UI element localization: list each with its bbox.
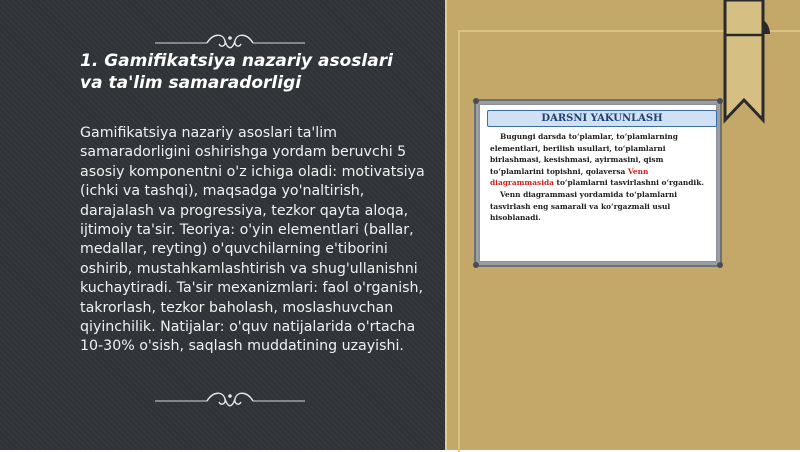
bookmark-ribbon-icon: [717, 0, 772, 130]
whiteboard-text: [490, 131, 712, 224]
screw-icon: [717, 98, 723, 104]
screw-icon: [717, 262, 723, 268]
slide-body-text: Gamifikatsiya nazariy asoslari ta'lim samaradorligini oshirishga yordam beruvchi 5 asosiy komponentni o'z ichiga oladi: motivatsiya (ichki va tashqi), maqsadga yo'naltirish, darajalash va progressiya, tezkor qayta aloqa, ijtimoiy ta'sir. Teoriya: o'yin elementlari (ballar, medallar, reyting) o'quvchilarning e'tiborini oshirib, mustahkamlashtirish va shug'ullanishni kuchaytiradi. Ta'sir mexanizmlari: faol o'rganish, takrorlash, tezkor baholash, moslashuvchan qiyinchilik. Natijalar: o'quv natijalarida o'rtacha 10-30% o'sish, saqlash muddatining uzayishi.: [80, 125, 425, 355]
slide-title: 1. Gamifikatsiya nazariy asoslari va ta'lim samaradorligi: [80, 51, 393, 93]
whiteboard-surface: [479, 104, 717, 262]
whiteboard-p1-text: Bugungi darsda to‘plamlar, to‘plamlarning elementlari, berilish usullari, to‘plamlarni birlashmasi, kesishmasi, ayirmasini, qism to‘plamlarini topishni, qolaversa: [490, 132, 678, 176]
whiteboard-p1-end: to‘plamlarni tasvirlashni o‘rgandik.: [556, 178, 704, 188]
whiteboard-paragraph-2: Venn diagrammasi yordamida to‘plamlarni tasvirlash eng samarali va ko‘rgazmali usul hisoblanadi.: [490, 189, 678, 223]
screw-icon: [473, 262, 479, 268]
flourish-divider-icon: [155, 388, 305, 414]
whiteboard-image: [474, 99, 722, 267]
whiteboard-header: DARSNI YAKUNLASH: [487, 110, 717, 127]
whiteboard-paragraph-1: [490, 131, 712, 189]
whiteboard-highlight: Venn diagrammasida: [490, 166, 649, 188]
